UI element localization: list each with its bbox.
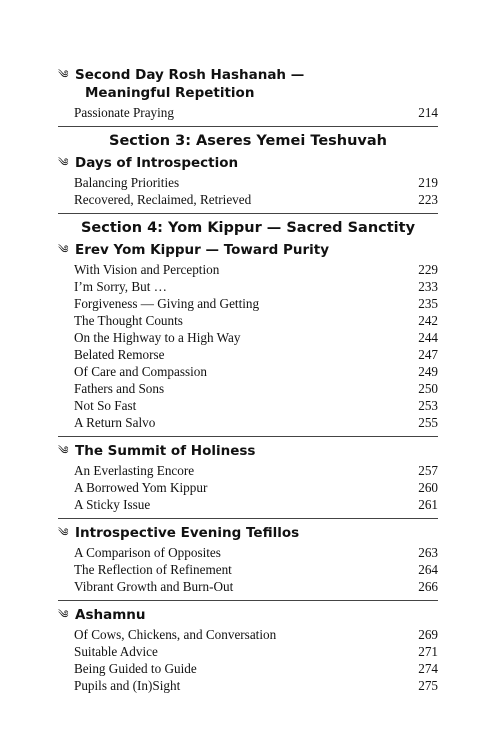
chapter-title-line: Erev Yom Kippur — Toward Purity: [75, 242, 330, 258]
entry-page-number: 271: [418, 644, 438, 659]
entry-title: Of Cows, Chickens, and Conversation: [74, 627, 277, 642]
entry-page-number: 275: [418, 678, 438, 693]
toc-entry: [74, 329, 438, 346]
chapter-title-line: Introspective Evening Tefillos: [75, 525, 300, 541]
entry-page-number: 266: [418, 579, 438, 594]
entry-page-number: 250: [418, 381, 438, 396]
entry-list: [58, 104, 438, 121]
chapter-title-line: Second Day Rosh Hashanah —: [75, 67, 305, 83]
entry-list: [58, 261, 438, 431]
chapter-title: [75, 241, 438, 259]
toc-entry: [74, 104, 438, 121]
entry-title: Balancing Priorities: [74, 175, 180, 190]
entry-page-number: 253: [418, 398, 438, 413]
entry-page-number: 264: [418, 562, 438, 577]
entry-title: The Reflection of Refinement: [74, 562, 232, 577]
entry-page-number: 249: [418, 364, 438, 379]
toc-entry: [74, 660, 438, 677]
section-heading: Section 4: Yom Kippur — Sacred Sanctity: [80, 220, 416, 236]
entry-list: [58, 626, 438, 694]
entry-title: Passionate Praying: [74, 105, 174, 120]
chapter-title: [75, 606, 438, 624]
divider: [58, 213, 438, 214]
chapter-group: [58, 241, 438, 431]
entry-page-number: 257: [418, 463, 438, 478]
toc-entry: [74, 578, 438, 595]
toc-entry: [74, 174, 438, 191]
divider: [58, 518, 438, 519]
toc-entry: [74, 380, 438, 397]
entry-page-number: 255: [418, 415, 438, 430]
toc-entry: [74, 496, 438, 513]
entry-title: Not So Fast: [74, 398, 137, 413]
chapter-heading: [58, 524, 438, 542]
toc-entry: [74, 643, 438, 660]
chapter-group: [58, 606, 438, 694]
chapter-title: [75, 154, 438, 172]
ornament-icon: ༄: [58, 68, 68, 81]
entry-title: The Thought Counts: [74, 313, 183, 328]
toc-entry: [74, 346, 438, 363]
ornament-icon: ༄: [58, 526, 68, 539]
entry-page-number: 244: [418, 330, 438, 345]
entry-page-number: 219: [418, 175, 438, 190]
section-heading: Section 3: Aseres Yemei Teshuvah: [109, 133, 387, 149]
chapter-title: [75, 524, 438, 542]
chapter-heading: [58, 66, 438, 102]
entry-title: A Borrowed Yom Kippur: [74, 480, 208, 495]
entry-title: A Comparison of Opposites: [74, 545, 221, 560]
toc-entry: [74, 479, 438, 496]
ornament-icon: ༄: [58, 156, 68, 169]
divider: [58, 436, 438, 437]
entry-title: Recovered, Reclaimed, Retrieved: [74, 192, 252, 207]
ornament-icon: ༄: [58, 444, 68, 457]
entry-page-number: 229: [418, 262, 438, 277]
chapter-heading: [58, 606, 438, 624]
entry-page-number: 274: [418, 661, 438, 676]
table-of-contents: [58, 66, 438, 694]
entry-page-number: 247: [418, 347, 438, 362]
entry-title: Belated Remorse: [74, 347, 165, 362]
entry-title: I’m Sorry, But …: [74, 279, 167, 294]
chapter-title: [75, 442, 438, 460]
toc-entry: [74, 561, 438, 578]
entry-page-number: 263: [418, 545, 438, 560]
entry-title: With Vision and Perception: [74, 262, 220, 277]
entry-title: Suitable Advice: [74, 644, 158, 659]
chapter-heading: [58, 154, 438, 172]
entry-title: Pupils and (In)Sight: [74, 678, 181, 693]
entry-page-number: 260: [418, 480, 438, 495]
entry-title: An Everlasting Encore: [74, 463, 195, 478]
toc-entry: [74, 462, 438, 479]
entry-page-number: 269: [418, 627, 438, 642]
toc-entry: [74, 397, 438, 414]
entry-title: Forgiveness — Giving and Getting: [74, 296, 260, 311]
entry-title: A Return Salvo: [74, 415, 156, 430]
ornament-icon: ༄: [58, 243, 68, 256]
entry-list: [58, 462, 438, 513]
entry-page-number: 235: [418, 296, 438, 311]
toc-entry: [74, 261, 438, 278]
chapter-title-line: The Summit of Holiness: [75, 443, 256, 459]
chapter-title-line: Ashamnu: [75, 607, 146, 623]
chapter-title-line: Days of Introspection: [75, 155, 239, 171]
entry-title: Fathers and Sons: [74, 381, 165, 396]
divider: [58, 126, 438, 127]
chapter-group: [58, 442, 438, 513]
chapter-title-line: Meaningful Repetition: [85, 85, 255, 101]
toc-entry: [74, 295, 438, 312]
entry-page-number: 261: [418, 497, 438, 512]
chapter-group: [58, 154, 438, 208]
chapter-heading: [58, 241, 438, 259]
chapter-heading: [58, 442, 438, 460]
toc-entry: [74, 626, 438, 643]
toc-entry: [74, 312, 438, 329]
entry-list: [58, 174, 438, 208]
entry-title: Being Guided to Guide: [74, 661, 197, 676]
divider: [58, 600, 438, 601]
entry-title: A Sticky Issue: [74, 497, 151, 512]
chapter-title: [75, 66, 438, 102]
entry-page-number: 242: [418, 313, 438, 328]
entry-list: [58, 544, 438, 595]
entry-page-number: 223: [418, 192, 438, 207]
toc-entry: [74, 677, 438, 694]
entry-title: On the Highway to a High Way: [74, 330, 241, 345]
ornament-icon: ༄: [58, 608, 68, 621]
toc-entry: [74, 544, 438, 561]
toc-entry: [74, 363, 438, 380]
entry-title: Vibrant Growth and Burn-Out: [74, 579, 234, 594]
chapter-group: [58, 524, 438, 595]
entry-page-number: 233: [418, 279, 438, 294]
chapter-group: [58, 66, 438, 121]
toc-entry: [74, 191, 438, 208]
toc-entry: [74, 278, 438, 295]
toc-entry: [74, 414, 438, 431]
entry-page-number: 214: [418, 105, 438, 120]
entry-title: Of Care and Compassion: [74, 364, 207, 379]
